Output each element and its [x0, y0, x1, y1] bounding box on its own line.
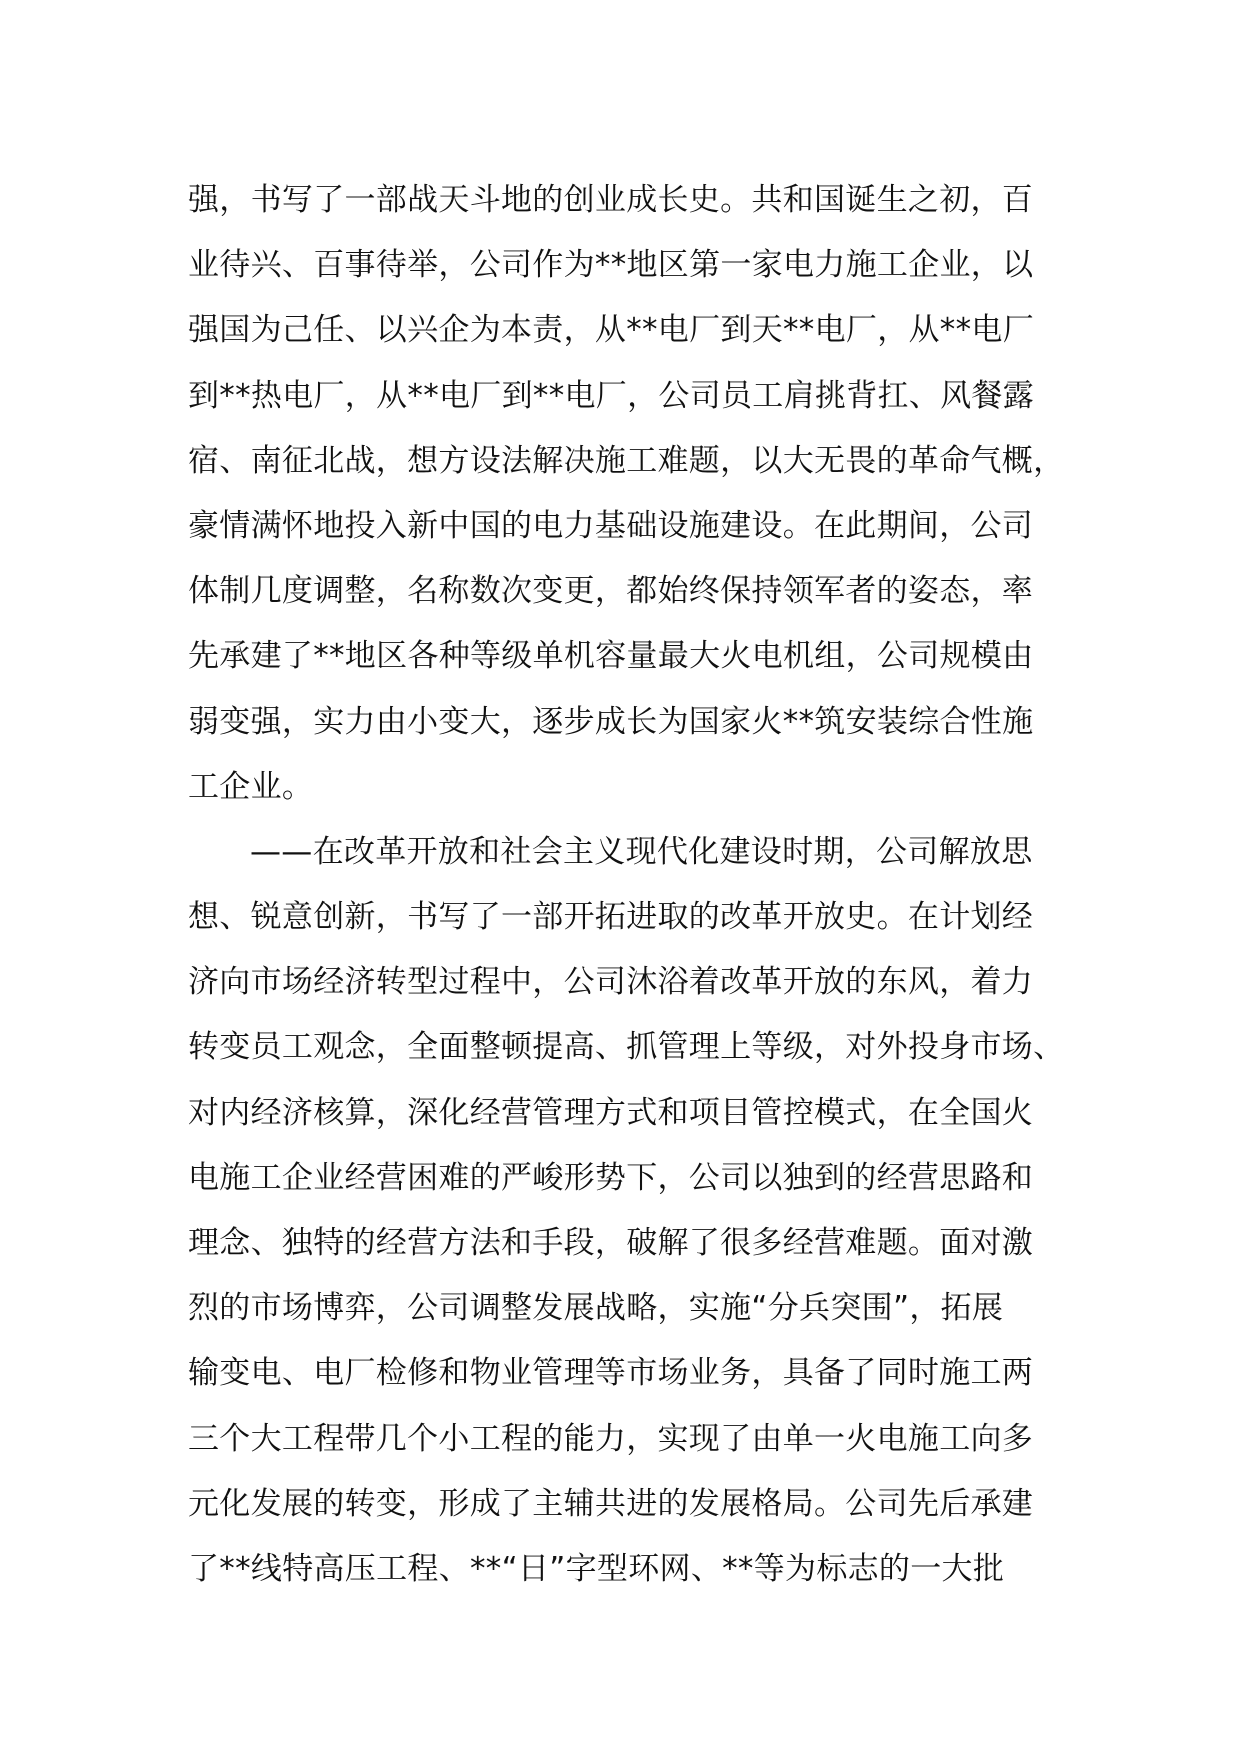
text-line: 业待兴、百事待举，公司作为**地区第一家电力施工企业，以	[188, 247, 1034, 284]
text-line: 到**热电厂，从**电厂到**电厂，公司员工肩挑背扛、风餐露	[188, 377, 1034, 414]
text-line: 工企业。	[188, 768, 314, 805]
text-line: 对内经济核算，深化经营管理方式和项目管控模式，在全国火	[188, 1094, 1034, 1131]
text-line: 电施工企业经营困难的严峻形势下，公司以独到的经营思路和	[188, 1159, 1034, 1196]
paragraph-first-line: ——在改革开放和社会主义现代化建设时期，公司解放思	[250, 833, 1033, 870]
text-line: 先承建了**地区各种等级单机容量最大火电机组，公司规模由	[188, 638, 1034, 675]
text-line: 豪情满怀地投入新中国的电力基础设施建设。在此期间，公司	[188, 507, 1034, 544]
text-line: 弱变强，实力由小变大，逐步成长为国家火**筑安装综合性施	[188, 703, 1034, 740]
text-line: 输变电、电厂检修和物业管理等市场业务，具备了同时施工两	[188, 1355, 1034, 1392]
text-line: 济向市场经济转型过程中，公司沐浴着改革开放的东风，着力	[188, 964, 1034, 1001]
body-text	[188, 168, 1068, 1602]
text-line: 强国为己任、以兴企为本责，从**电厂到天**电厂，从**电厂	[188, 312, 1034, 349]
text-line: 宿、南征北战，想方设法解决施工难题，以大无畏的革命气概，	[188, 442, 1065, 479]
text-line: 烈的市场博弈，公司调整发展战略，实施“分兵突围”，拓展	[188, 1290, 1004, 1327]
text-line: 了**线特高压工程、**“日”字型环网、**等为标志的一大批	[188, 1550, 1005, 1587]
text-line: 体制几度调整，名称数次变更，都始终保持领军者的姿态，率	[188, 573, 1034, 610]
text-line: 想、锐意创新，书写了一部开拓进取的改革开放史。在计划经	[188, 899, 1034, 936]
text-line: 元化发展的转变，形成了主辅共进的发展格局。公司先后承建	[188, 1485, 1034, 1522]
text-line: 转变员工观念，全面整顿提高、抓管理上等级，对外投身市场、	[188, 1029, 1065, 1066]
text-line: 强，书写了一部战天斗地的创业成长史。共和国诞生之初，百	[188, 182, 1034, 218]
text-line: 三个大工程带几个小工程的能力，实现了由单一火电施工向多	[188, 1420, 1034, 1457]
text-line: 理念、独特的经营方法和手段，破解了很多经营难题。面对激	[188, 1225, 1034, 1261]
